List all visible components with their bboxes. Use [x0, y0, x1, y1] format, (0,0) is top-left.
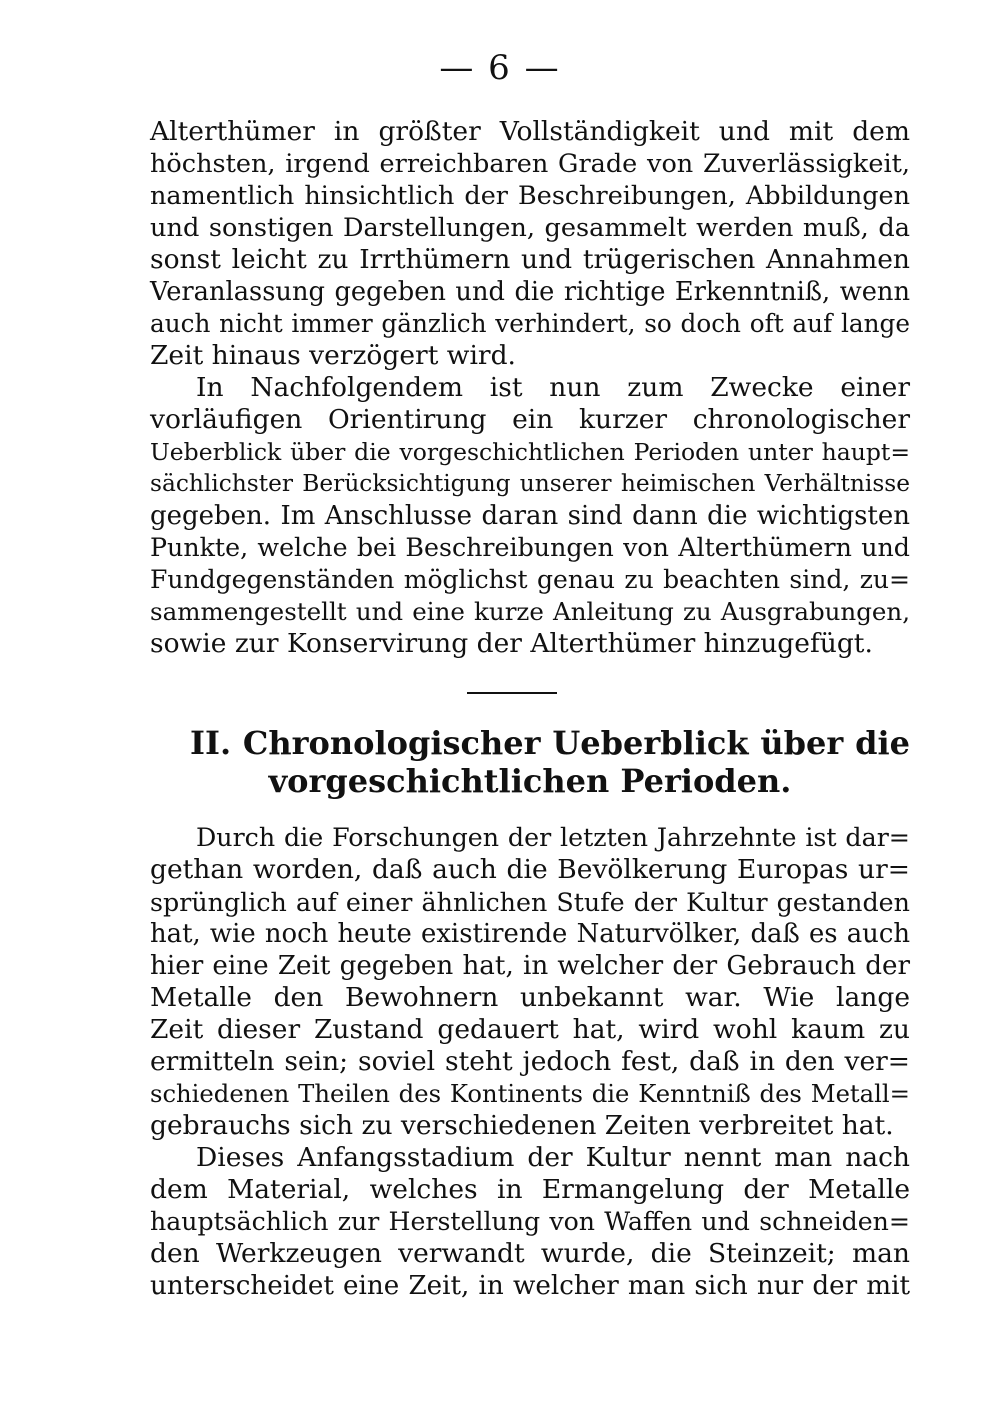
body-text-section-1	[150, 116, 910, 660]
text-line: den Werkzeugen verwandt wurde, die Steinzeit; man	[150, 1238, 910, 1269]
text-line: sammengestellt und eine kurze Anleitung zu Ausgrabungen,	[150, 597, 910, 626]
text-line: hauptsächlich zur Herstellung von Waffen und schneiden=	[150, 1207, 910, 1236]
section-divider	[467, 692, 557, 694]
text-line: Zeit dieser Zustand gedauert hat, wird wohl kaum zu	[150, 1014, 910, 1045]
text-line: dem Material, welches in Ermangelung der Metalle	[150, 1174, 910, 1205]
section-heading	[150, 724, 910, 800]
text-line: vorläufigen Orientirung ein kurzer chronologischer	[150, 404, 910, 435]
page-number: — 6 —	[439, 48, 561, 88]
text-line: gethan worden, daß auch die Bevölkerung Europas ur=	[150, 854, 910, 885]
text-line: Alterthümer in größter Vollständigkeit und mit dem	[150, 116, 910, 147]
text-line: hier eine Zeit gegeben hat, in welcher der Gebrauch der	[150, 951, 910, 981]
text-line: ermitteln sein; soviel steht jedoch fest, daß in den ver=	[150, 1046, 910, 1077]
heading-line: II. Chronologischer Ueberblick über die	[190, 724, 910, 762]
text-line: Dieses Anfangsstadium der Kultur nennt man nach	[196, 1142, 910, 1173]
text-line: Veranlassung gegeben und die richtige Erkenntniß, wenn	[150, 277, 910, 307]
text-line: und sonstigen Darstellungen, gesammelt werden muß, da	[150, 213, 910, 243]
text-line: Punkte, welche bei Beschreibungen von Alterthümern und	[150, 533, 910, 562]
body-text-section-2	[150, 822, 910, 1302]
text-line: höchsten, irgend erreichbaren Grade von Zuverlässigkeit,	[150, 149, 910, 179]
text-line: Zeit hinaus verzögert wird.	[150, 340, 516, 371]
text-line: Metalle den Bewohnern unbekannt war. Wie lange	[150, 982, 910, 1013]
text-line: gebrauchs sich zu verschiedenen Zeiten verbreitet hat.	[150, 1110, 894, 1141]
text-line: sächlichster Berücksichtigung unserer heimischen Verhältnisse	[150, 470, 910, 497]
text-line: hat, wie noch heute existirende Naturvölker, daß es auch	[150, 919, 910, 949]
text-line: gegeben. Im Anschlusse daran sind dann die wichtigsten	[150, 501, 910, 531]
text-line: Ueberblick über die vorgeschichtlichen Perioden unter haupt=	[150, 438, 910, 466]
text-line: auch nicht immer gänzlich verhindert, so doch oft auf lange	[150, 309, 910, 338]
text-line: sprünglich auf einer ähnlichen Stufe der Kultur gestanden	[150, 887, 910, 917]
text-line: sonst leicht zu Irrthümern und trügerischen Annahmen	[150, 244, 910, 275]
text-line: schiedenen Theilen des Kontinents die Kenntniß des Metall=	[150, 1079, 910, 1108]
text-line: Fundgegenständen möglichst genau zu beachten sind, zu=	[150, 565, 910, 594]
heading-line: vorgeschichtlichen Perioden.	[268, 762, 792, 800]
text-line: unterscheidet eine Zeit, in welcher man sich nur der mit	[150, 1271, 910, 1301]
text-line: Durch die Forschungen der letzten Jahrzehnte ist dar=	[196, 823, 910, 852]
text-line: sowie zur Konservirung der Alterthümer hinzugefügt.	[150, 628, 873, 659]
text-line: namentlich hinsichtlich der Beschreibungen, Abbildungen	[150, 181, 910, 211]
text-line: In Nachfolgendem ist nun zum Zwecke einer	[196, 372, 910, 403]
